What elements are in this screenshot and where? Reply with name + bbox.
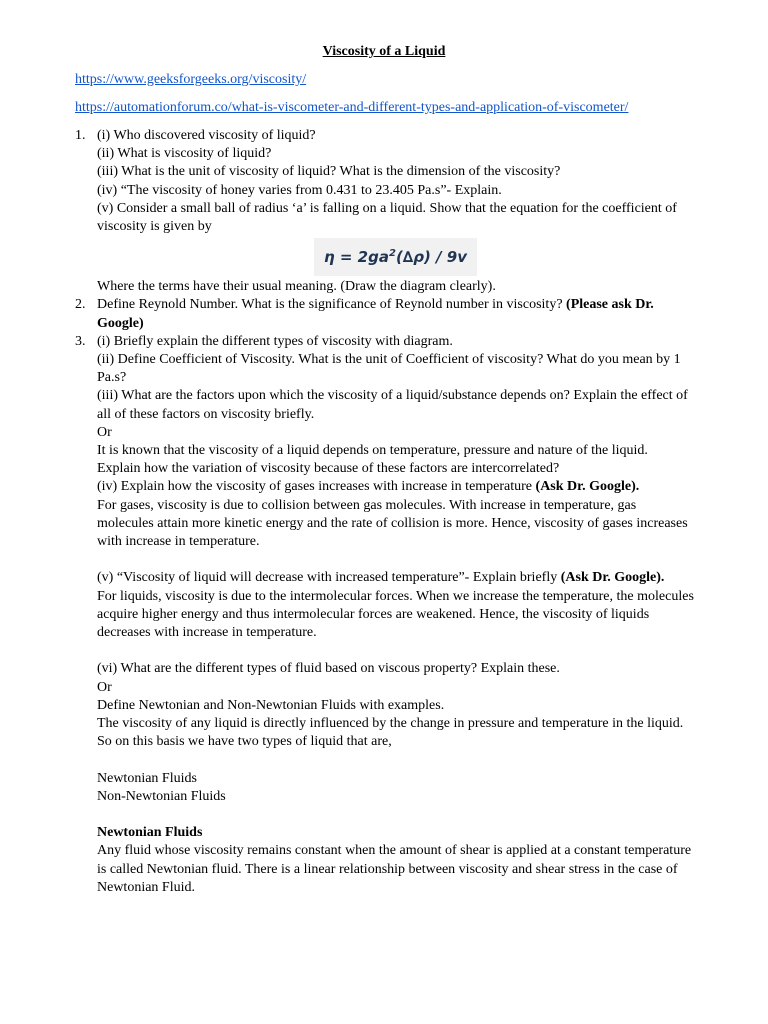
reference-link-automationforum[interactable]: https://automationforum.co/what-is-viscometer-and-different-types-and-application-of-viscometer/ bbox=[75, 100, 629, 115]
question-3 bbox=[0, 333, 768, 897]
fluid-type-item: Non-Newtonian Fluids bbox=[97, 788, 226, 804]
viscosity-formula-block bbox=[97, 236, 694, 278]
question-1-part-iv: (iv) “The viscosity of honey varies from 0.431 to 23.405 Pa.s”- Explain. bbox=[97, 182, 502, 198]
viscosity-formula: $\eta = 2ga^2(\Delta\rho) / 9v$ bbox=[314, 238, 477, 276]
newtonian-fluids-text: Any fluid whose viscosity remains constant when the amount of shear is applied at a constant temperature is called Newtonian fluid. There is a linear relationship between viscosity and shear stress in the case of Newtonian Fluid. bbox=[97, 843, 692, 895]
question-3-part-vi: (vi) What are the different types of fluid based on viscous property? Explain these. bbox=[97, 661, 560, 677]
question-number: 1. bbox=[75, 128, 86, 143]
question-1-part-i: (i) Who discovered viscosity of liquid? bbox=[97, 128, 316, 143]
question-1 bbox=[0, 127, 768, 296]
question-2 bbox=[0, 296, 768, 332]
question-number: 3. bbox=[75, 333, 86, 349]
or-separator: Or bbox=[97, 424, 112, 440]
question-3-part-vi-answer: The viscosity of any liquid is directly influenced by the change in pressure and temperature in the liquid. So on this basis we have two types of liquid that are, bbox=[97, 716, 684, 750]
document-title: Viscosity of a Liquid bbox=[322, 44, 446, 59]
question-1-part-ii: (ii) What is viscosity of liquid? bbox=[97, 146, 272, 162]
question-3-part-iv-answer: For gases, viscosity is due to collision between gas molecules. With increase in temperature, gas molecules attain more kinetic energy and the rate of collision is more. Hence, viscosity of gases increases with increase in temperature. bbox=[97, 497, 688, 550]
question-3-part-iii-alternative: It is known that the viscosity of a liquid depends on temperature, pressure and nature of the liquid. Explain how the variation of viscosity because of these factors are intercorrelated? bbox=[97, 443, 648, 477]
question-list bbox=[0, 127, 768, 897]
question-2-text: Define Reynold Number. What is the significance of Reynold number in viscosity? (Please ask Dr. Google) bbox=[97, 297, 654, 331]
fluid-type-item: Newtonian Fluids bbox=[97, 770, 197, 786]
question-1-part-v: (v) Consider a small ball of radius ‘a’ is falling on a liquid. Show that the equation for the coefficient of viscosity is given by bbox=[97, 200, 677, 235]
question-3-part-ii: (ii) Define Coefficient of Viscosity. What is the unit of Coefficient of viscosity? What do you mean by 1 Pa.s? bbox=[97, 352, 681, 386]
reference-link-geeksforgeeks[interactable]: https://www.geeksforgeeks.org/viscosity/ bbox=[75, 72, 307, 87]
newtonian-fluids-heading: Newtonian Fluids bbox=[97, 825, 203, 841]
or-separator: Or bbox=[97, 679, 112, 695]
question-3-part-vi-alternative: Define Newtonian and Non-Newtonian Fluids with examples. bbox=[97, 697, 445, 713]
question-3-part-v-answer: For liquids, viscosity is due to the intermolecular forces. When we increase the temperature, the molecules acquire higher energy and thus intermolecular forces are weakened. Hence, the viscosity of liquids decreases with increase in temperature. bbox=[97, 588, 694, 641]
question-number: 2. bbox=[75, 297, 86, 313]
question-3-part-v: (v) “Viscosity of liquid will decrease with increased temperature”- Explain briefly (Ask Dr. Google). bbox=[97, 570, 665, 586]
question-1-part-iii: (iii) What is the unit of viscosity of liquid? What is the dimension of the viscosity? bbox=[97, 164, 561, 180]
question-3-part-iv: (iv) Explain how the viscosity of gases increases with increase in temperature (Ask Dr. Google). bbox=[97, 479, 640, 495]
question-1-note: Where the terms have their usual meaning. (Draw the diagram clearly). bbox=[97, 279, 496, 295]
question-3-part-i: (i) Briefly explain the different types of viscosity with diagram. bbox=[97, 333, 453, 349]
question-3-part-iii: (iii) What are the factors upon which the viscosity of a liquid/substance depends on? Explain the effect of all of these factors on viscosity briefly. bbox=[97, 388, 688, 422]
